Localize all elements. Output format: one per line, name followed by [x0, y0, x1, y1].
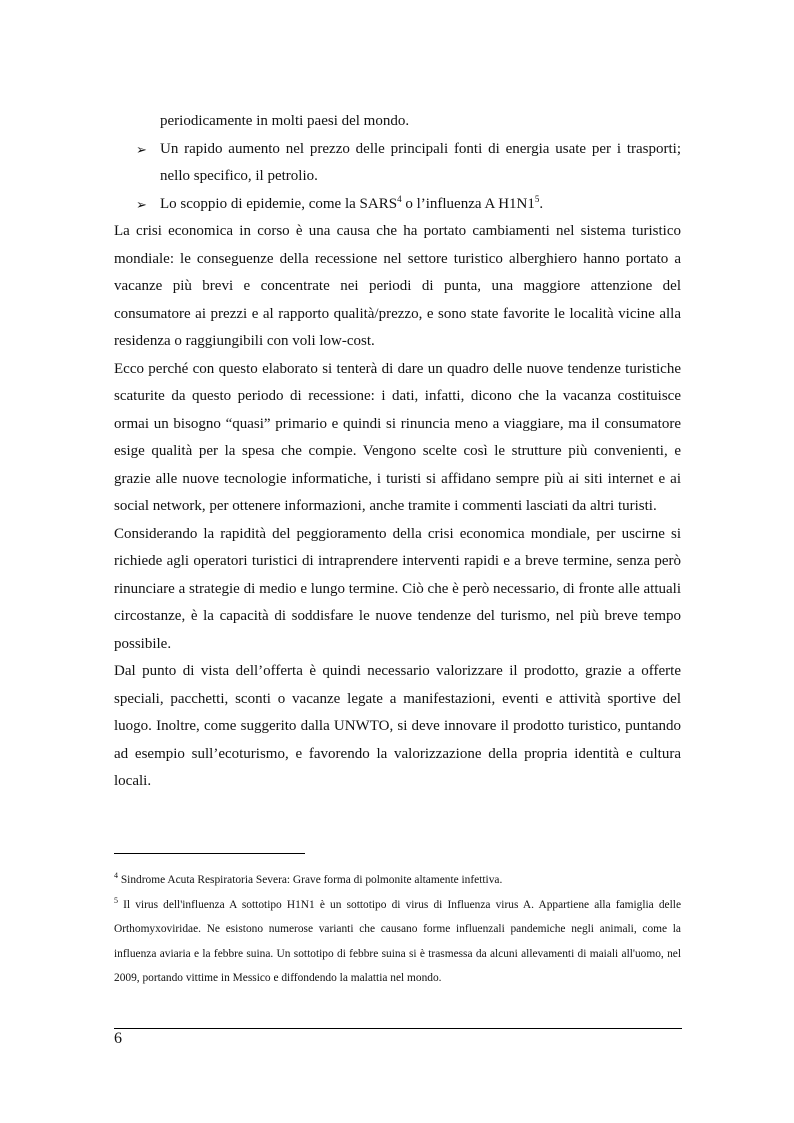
footnote-divider: [114, 853, 305, 854]
footnote-ref-5[interactable]: 5: [534, 193, 540, 204]
paragraph: La crisi economica in corso è una causa che ha portato cambiamenti nel sistema turistico mondiale: le conseguenze della recessione nel settore turistico alberghiero hanno portato a vacanze più brevi e concentrate nei periodi di punta, una maggiore attenzione del consumatore ai prezzi e al rapporto qualità/prezzo, e sono state favorite le località vicine alla residenza o raggiungibili con voli low-cost.: [114, 223, 681, 349]
bullet-item-energy: [114, 136, 681, 191]
paragraph: Ecco perché con questo elaborato si tenterà di dare un quadro delle nuove tendenze turistiche scaturite da questo periodo di recessione: i dati, infatti, dicono che la vacanza costituisce ormai un bisogno “quasi” primario e quindi si rinuncia meno a viaggiare, ma il consumatore esige qualità per la spesa che compie. Vengono scelte così le strutture più convenienti, e grazie alle nuove tecnologie informatiche, i turisti si affidano sempre più ai siti internet e ai social network, per ottenere informazioni, anche tramite i commenti lasciati da altri turisti.: [114, 360, 681, 514]
bullet-text: o l’influenza A H1N1: [401, 195, 535, 212]
footnote-5: [114, 893, 681, 991]
footnote-number: 5: [114, 895, 118, 905]
arrow-bullet-icon: ➢: [136, 141, 147, 157]
footnote-ref-4[interactable]: 4: [397, 193, 402, 204]
bullet-text: Lo scoppio di epidemie, come la SARS: [160, 195, 398, 212]
bullet-list: [114, 108, 681, 218]
bullet-text: .: [539, 195, 544, 212]
footnote-4: [114, 868, 681, 893]
footnotes: [114, 868, 681, 991]
footnote-text: Il virus dell'influenza A sottotipo H1N1 è un sottotipo di virus di Influenza virus A. Appartiene alla famiglia delle Orthomyxoviridae. Ne esistono numerose varianti che causano forme influenzali pandemiche negli animali, come la influenza aviaria e la febbre suina. Un sottotipo di febbre suina si è trasmessa da alcuni allevamenti di maiali all'uomo, nel 2009, portando vittime in Messico e diffondendo la malattia nel mondo.: [114, 898, 681, 985]
paragraph: Considerando la rapidità del peggioramento della crisi economica mondiale, per uscirne si richiede agli operatori turistici di intraprendere interventi rapidi e a breve termine, senza però rinunciare a strategie di medio e lungo termine. Ciò che è però necessario, di fronte alle attuali circostanze, è la capacità di soddisfare le nuove tendenze del turismo, nel più breve tempo possibile.: [114, 525, 681, 652]
footnote-text: Sindrome Acuta Respiratoria Severa: Grave forma di polmonite altamente infettiva.: [118, 874, 503, 886]
footnote-number: 4: [114, 871, 118, 880]
arrow-bullet-icon: ➢: [136, 196, 147, 212]
page-number: 6: [114, 1030, 122, 1047]
page-body: [114, 108, 681, 796]
paragraph: Dal punto di vista dell’offerta è quindi necessario valorizzare il prodotto, grazie a offerte speciali, pacchetti, sconti o vacanze legate a manifestazioni, eventi e attività sportive del luogo. Inoltre, come suggerito dalla UNWTO, si deve innovare il prodotto turistico, puntando ad esempio sull’ecoturismo, e favorendo la valorizzazione della propria identità e cultura locali.: [114, 663, 681, 789]
bullet-item-epidemics: [114, 191, 681, 219]
footer-divider: [114, 1028, 682, 1029]
bullet-text: Un rapido aumento nel prezzo delle principali fonti di energia usate per i trasporti; nello specifico, il petrolio.: [160, 140, 681, 184]
bullet-continuation: periodicamente in molti paesi del mondo.: [160, 113, 410, 129]
